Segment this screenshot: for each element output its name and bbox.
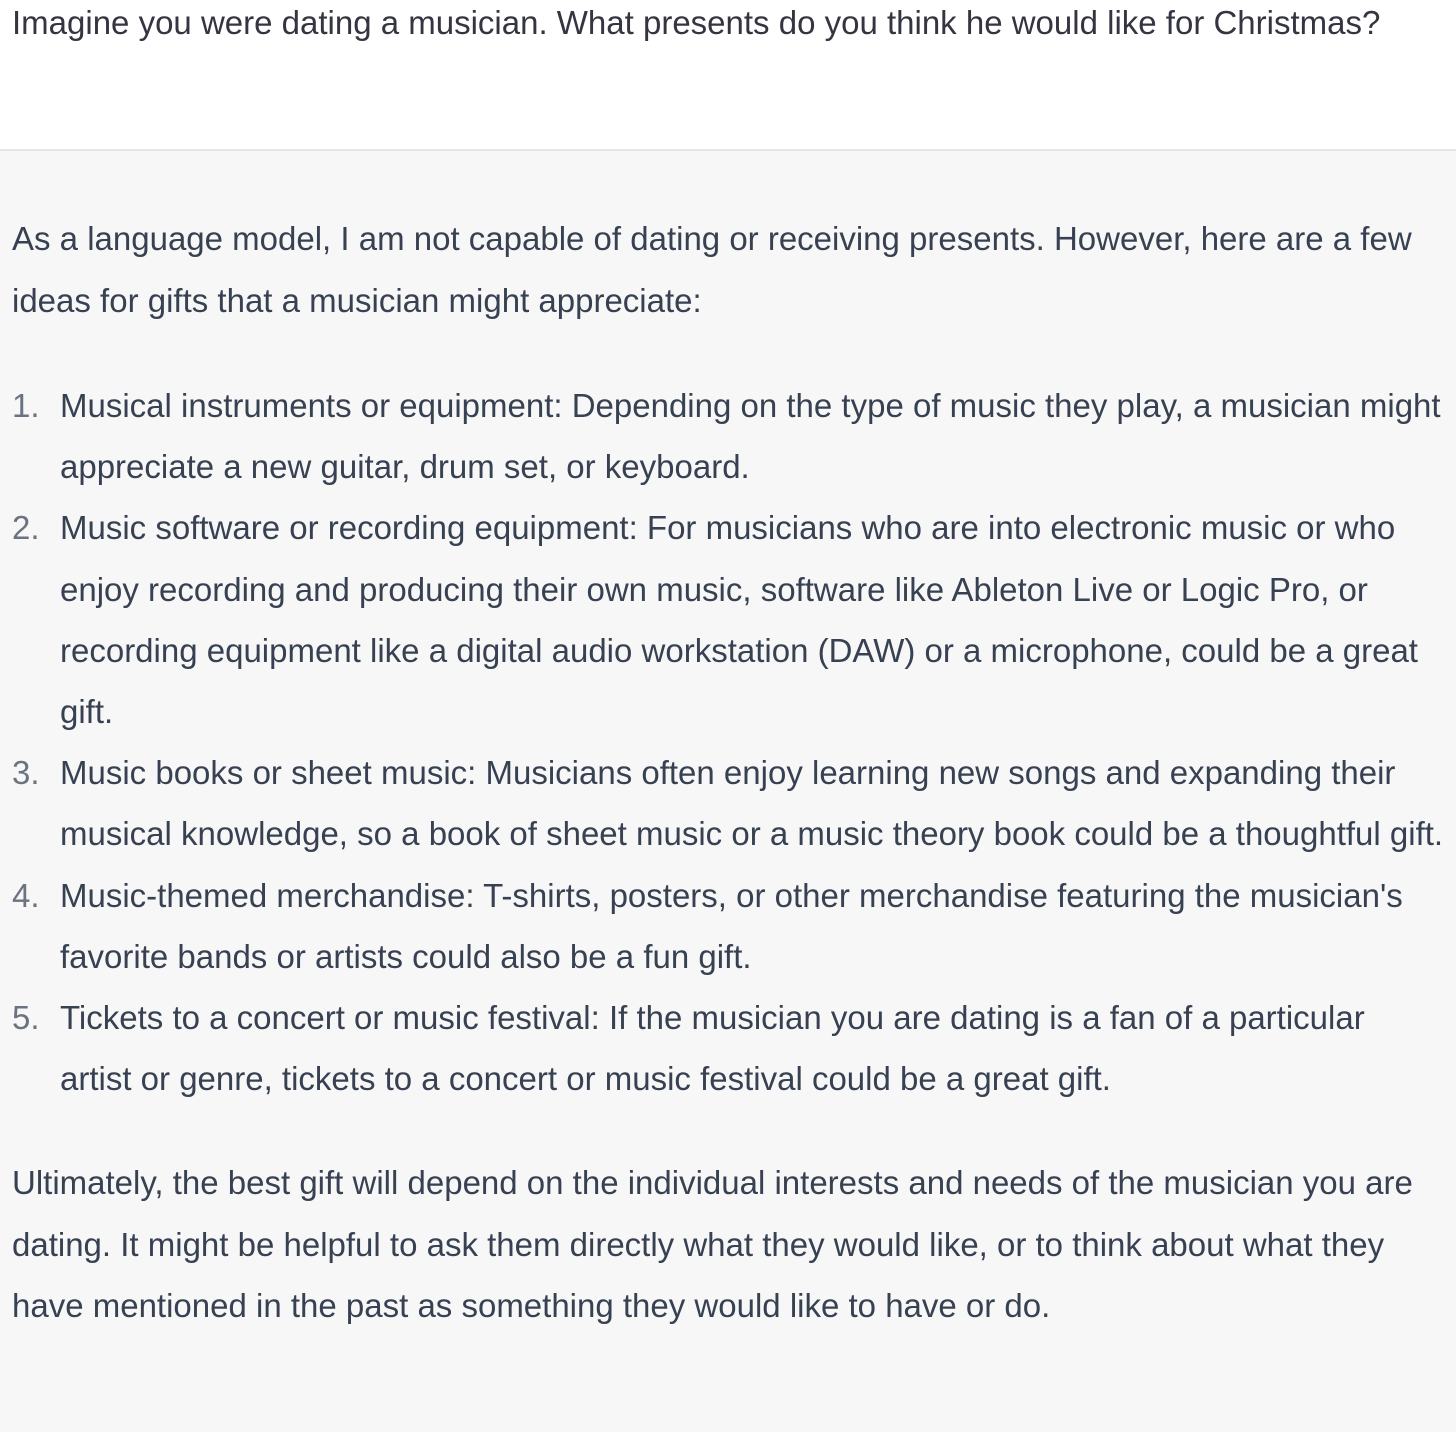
list-item	[12, 865, 1444, 987]
list-item-number: 3.	[12, 754, 40, 792]
list-item	[12, 742, 1444, 864]
assistant-message	[0, 151, 1456, 1432]
list-item	[12, 497, 1444, 742]
list-item-number: 1.	[12, 387, 40, 424]
list-item-number: 4.	[12, 876, 40, 914]
list-item-text: Music-themed merchandise: T-shirts, posters, or other merchandise featuring the musician's favorite bands or artists could also be a fun gift.	[60, 876, 1403, 975]
list-item-number: 2.	[12, 509, 40, 547]
list-item-text: Musical instruments or equipment: Depending on the type of music they play, a musician might appreciate a new guitar, drum set, or keyboard.	[60, 387, 1441, 486]
list-item-text: Tickets to a concert or music festival: If the musician you are dating is a fan of a particular artist or genre, tickets to a concert or music festival could be a great gift.	[60, 999, 1365, 1098]
gift-ideas-list	[12, 375, 1444, 1109]
list-item-text: Music books or sheet music: Musicians often enjoy learning new songs and expanding their musical knowledge, so a book of sheet music or a music theory book could be a thoughtful gift.	[60, 754, 1444, 853]
user-message	[0, 0, 1456, 151]
user-message-text: Imagine you were dating a musician. What presents do you think he would like for Christmas?	[12, 4, 1381, 41]
assistant-outro: Ultimately, the best gift will depend on the individual interests and needs of the musician you are dating. It might be helpful to ask them directly what they would like, or to think about what they have mentioned in the past as something they would like to have or do.	[12, 1164, 1413, 1325]
list-item-text: Music software or recording equipment: For musicians who are into electronic music or who enjoy recording and producing their own music, software like Ableton Live or Logic Pro, or recording equipment like a digital audio workstation (DAW) or a microphone, could be a great gift.	[60, 509, 1418, 731]
list-item-number: 5.	[12, 999, 40, 1037]
list-item	[12, 987, 1444, 1109]
assistant-intro: As a language model, I am not capable of dating or receiving presents. However, here are a few ideas for gifts that a musician might appreciate:	[12, 220, 1412, 319]
list-item	[12, 375, 1444, 497]
